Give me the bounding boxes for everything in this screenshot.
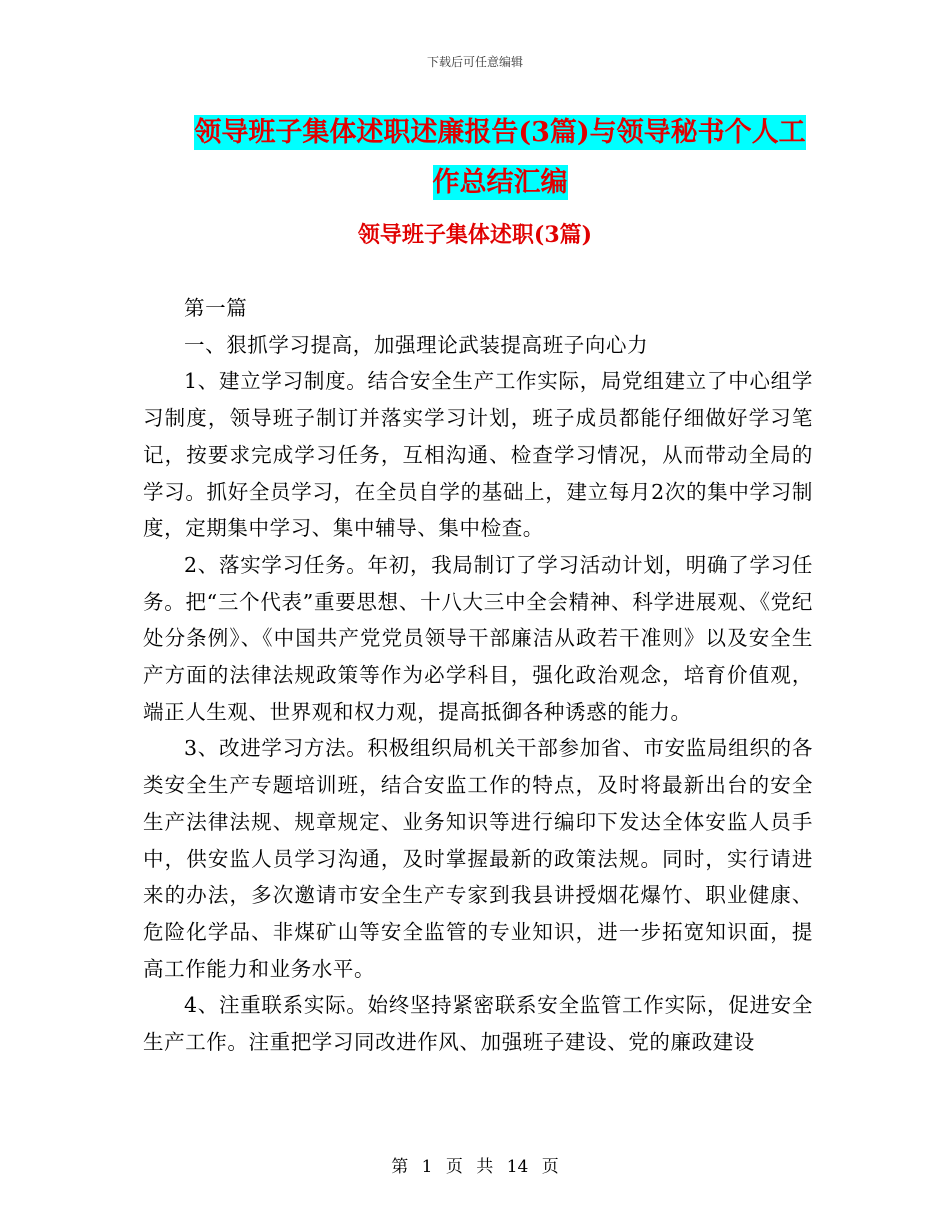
document-body: [143, 290, 813, 1061]
paragraph-2: 2、落实学习任务。年初，我局制订了学习活动计划，明确了学习任务。把“三个代表”重要思想、十八大三中全会精神、科学进展观、《党纪处分条例》、《中国共产党党员领导干部廉洁从政若干准则》以及安全生产方面的法律法规政策等作为必学科目，强化政治观念，培育价值观，端正人生观、世界观和权力观，提高抵御各种诱惑的能力。: [143, 552, 813, 724]
paragraph-4: 4、注重联系实际。始终坚持紧密联系安全监管工作实际，促进安全生产工作。注重把学习同改进作风、加强班子建设、党的廉政建设: [143, 993, 813, 1055]
footer-page-label: 第: [391, 1157, 409, 1177]
paragraph-1: 1、建立学习制度。结合安全生产工作实际，局党组建立了中心组学习制度，领导班子制订并落实学习计划，班子成员都能仔细做好学习笔记，按要求完成学习任务，互相沟通、检查学习情况，从而带动全局的学习。抓好全员学习，在全员自学的基础上，建立每月2次的集中学习制度，定期集中学习、集中辅导、集中检查。: [143, 369, 813, 541]
title-line-2: 作总结汇编: [432, 167, 568, 198]
footer-total-pages: 14: [506, 1157, 529, 1177]
header-note: 下载后可任意编辑: [426, 55, 523, 69]
footer-page-label-2: 页: [445, 1157, 463, 1177]
paragraph-chapter-label: 第一篇: [184, 296, 248, 320]
title-line-1: 领导班子集体述职述廉报告(3篇)与领导秘书个人工: [194, 117, 806, 148]
footer-page-number: 1: [421, 1157, 433, 1177]
page-footer: [0, 1152, 950, 1177]
paragraph-heading-1: 一、狠抓学习提高，加强理论武装提高班子向心力: [184, 332, 649, 357]
section-title: 领导班子集体述职(3篇): [357, 222, 593, 248]
document-title: [150, 108, 850, 208]
paragraph-3: 3、改进学习方法。积极组织局机关干部参加省、市安监局组织的各类安全生产专题培训班，结合安监工作的特点，及时将最新出台的安全生产法律法规、规章规定、业务知识等进行编印下发达全体安监人员手中，供安监人员学习沟通，及时掌握最新的政策法规。同时，实行请进来的办法，多次邀请市安全生产专家到我县讲授烟花爆竹、职业健康、危险化学品、非煤矿山等安全监管的专业知识，进一步拓宽知识面，提高工作能力和业务水平。: [143, 736, 813, 981]
footer-total-label: 共: [476, 1157, 494, 1177]
footer-total-label-2: 页: [541, 1157, 559, 1177]
